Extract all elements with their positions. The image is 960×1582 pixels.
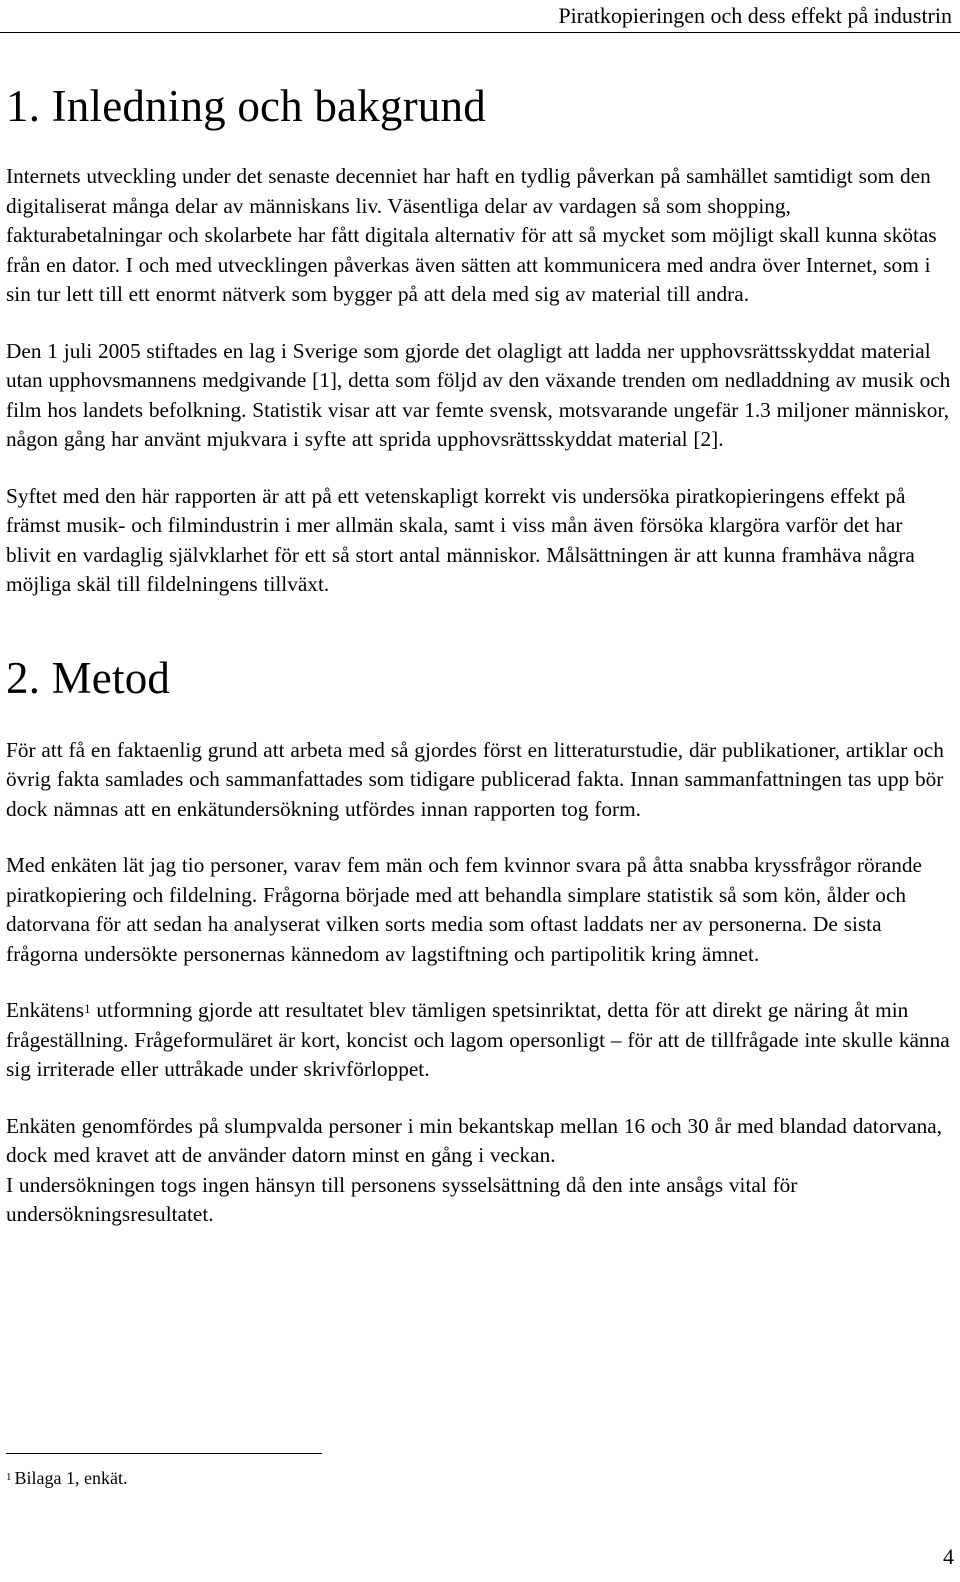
section-heading-inledning: 1. Inledning och bakgrund [6,81,486,131]
page-body [6,80,951,1257]
running-header: Piratkopieringen och dess effekt på industrin [558,3,952,28]
header-rule [0,32,960,33]
paragraph: Internets utveckling under det senaste decenniet har haft en tydlig påverkan på samhället samtidigt som den digitaliserat många delar av människans liv. Väsentliga delar av vardagen så som shopping, fakturabetalningar och skolarbete har fått digitala alternativ för att så mycket som möjligt skall kunna skötas från en dator. I och med utvecklingen påverkas även sätten att kommunicera med andra över Internet, som i sin tur lett till ett enormt nätverk som bygger på att dela med sig av material till andra. [6,164,937,306]
page-number: 4 [943,1544,954,1569]
paragraph-with-footnote [6,996,951,1085]
paragraph: Syftet med den här rapporten är att på ett vetenskapligt korrekt vis undersöka piratkopieringens effekt på främst musik- och filmindustrin i mer allmän skala, samt i viss mån även försöka klargöra varför det har blivit en vardaglig självklarhet för ett så stort antal människor. Målsättningen är att kunna framhäva några möjliga skäl till fildelningens tillväxt. [6,483,915,596]
section-heading-metod: 2. Metod [6,652,171,703]
paragraph: Enkäten genomfördes på slumpvalda personer i min bekantskap mellan 16 och 30 år med blandad datorvana, dock med kravet att de använder datorn minst en gång i veckan. [6,1113,942,1167]
paragraph-lead: Enkätens [6,998,85,1022]
paragraph: Den 1 juli 2005 stiftades en lag i Sverige som gjorde det olagligt att ladda ner upphovsrättsskyddat material utan upphovsmannens medgivande [1], detta som följd av den växande trenden om nedladdning av musik och film hos landets befolkning. Statistik visar att var femte svensk, motsvarande ungefär 1.3 miljoner människor, någon gång har använt mjukvara i syfte att sprida upphovsrättsskyddat material [2]. [6,338,951,451]
paragraph: I undersökningen togs ingen hänsyn till personens sysselsättning då den inte ansågs vital för undersökningsresultatet. [6,1172,798,1226]
footnote-reference[interactable]: 1 [84,1001,91,1016]
footnote-separator [6,1453,322,1454]
footnote-number: 1 [6,1471,12,1483]
paragraph-rest: utformning gjorde att resultatet blev tämligen spetsinriktat, detta för att direkt ge näring åt min frågeställning. Frågeformuläret är kort, koncist och lagom opersonligt – för att de tillfrågade inte skulle känna sig irriterade eller uttråkade under skrivförloppet. [6,998,950,1081]
paragraph: För att få en faktaenlig grund att arbeta med så gjordes först en litteraturstudie, där publikationer, artiklar och övrig fakta samlades och sammanfattades som tidigare publicerad fakta. Innan sammanfattningen tas upp bör dock nämnas att en enkätundersökning utfördes innan rapporten tog form. [6,737,944,821]
paragraph: Med enkäten lät jag tio personer, varav fem män och fem kvinnor svara på åtta snabba kryssfrågor rörande piratkopiering och fildelning. Frågorna började med att behandla simplare statistik så som kön, ålder och datorvana för att sedan ha analyserat vilken sorts media som oftast laddats ner av personerna. De sista frågorna undersökte personernas kännedom av lagstiftning och partipolitik kring ämnet. [6,853,922,966]
footnote [6,1466,127,1490]
footnote-text: Bilaga 1, enkät. [14,1468,128,1488]
